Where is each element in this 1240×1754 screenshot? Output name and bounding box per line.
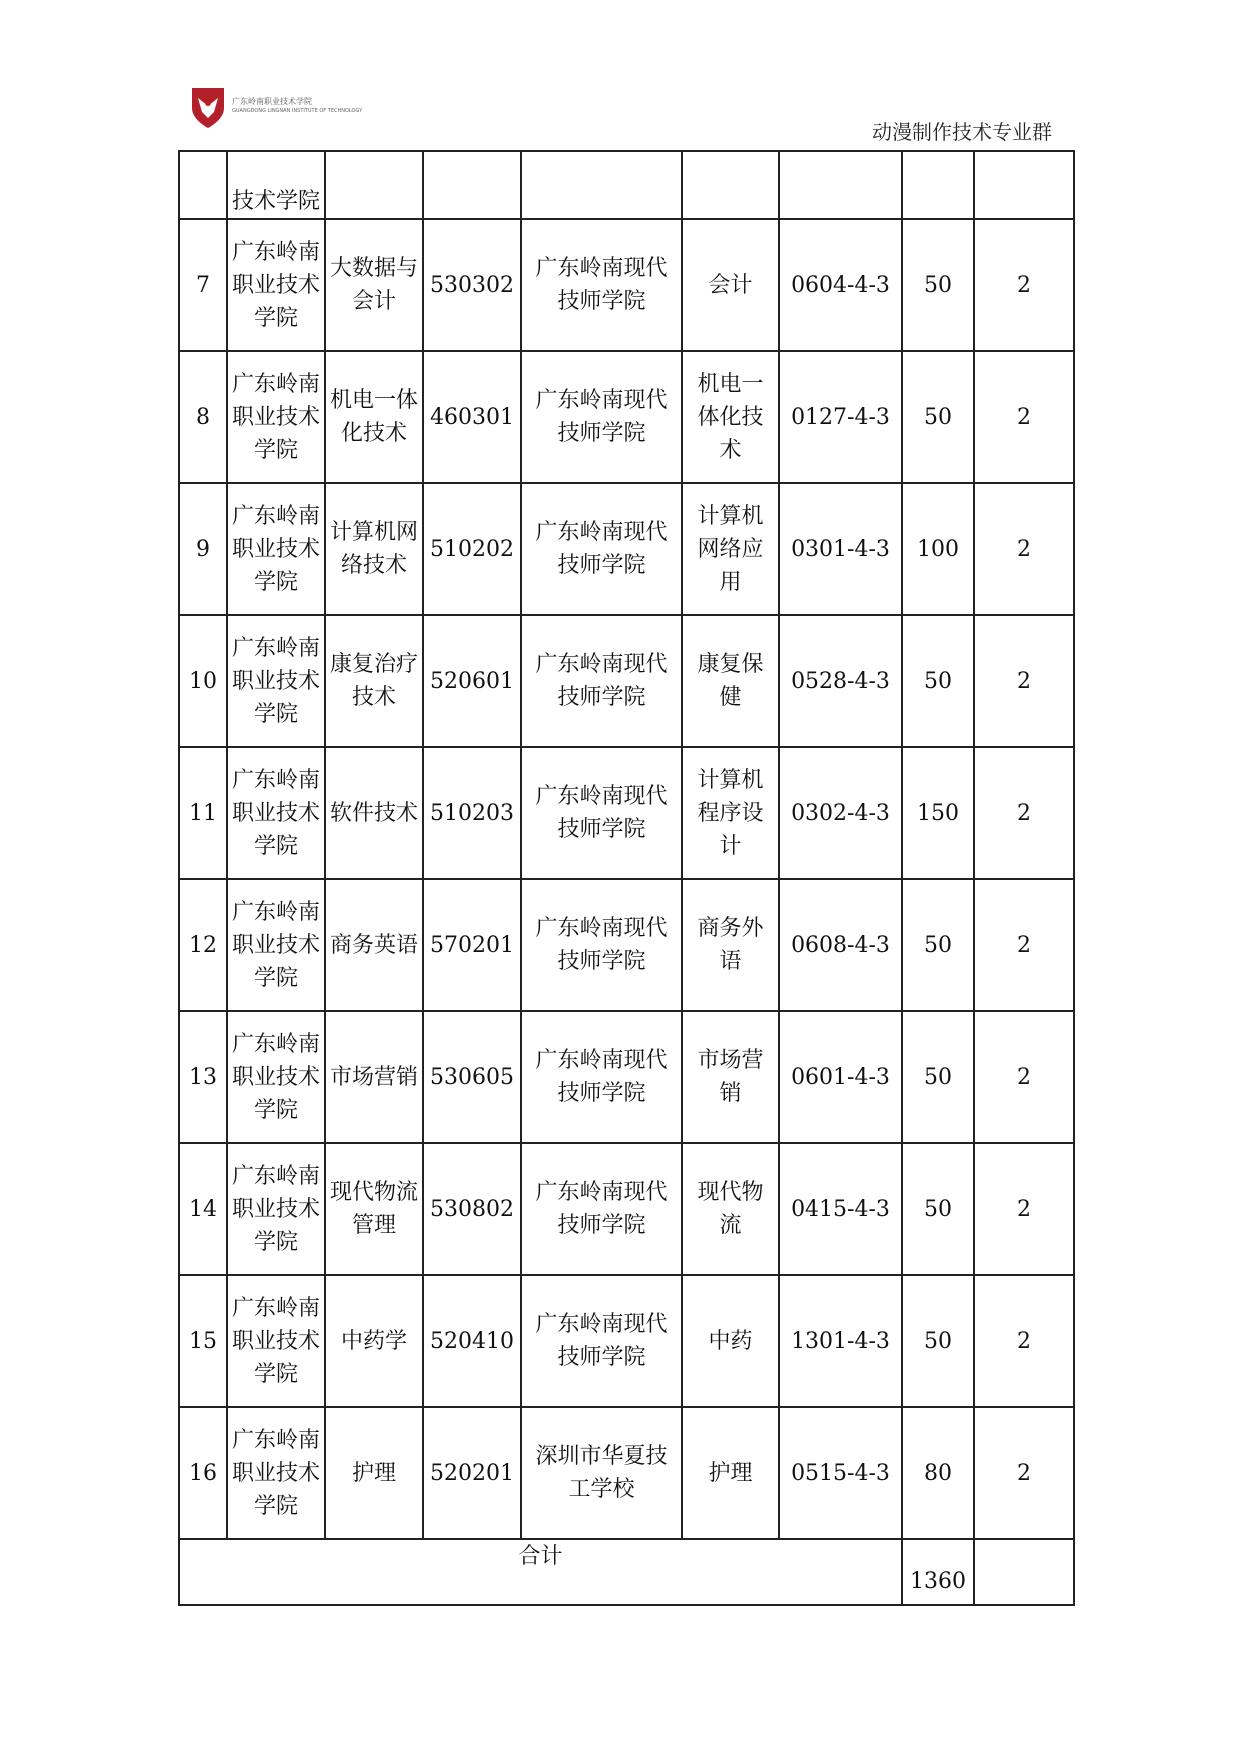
table-row [179, 879, 1074, 1011]
cell-partner-code [779, 151, 902, 219]
cell-school: 广东岭南职业技术学院 [227, 1275, 325, 1407]
cell-quota: 50 [902, 1011, 974, 1143]
page-header-title: 动漫制作技术专业群 [872, 120, 1052, 144]
cell-partner-code: 0528-4-3 [779, 615, 902, 747]
cell-major: 市场营销 [325, 1011, 423, 1143]
cell-partner-code: 0601-4-3 [779, 1011, 902, 1143]
cell-code: 530802 [423, 1143, 521, 1275]
cell-school: 广东岭南职业技术学院 [227, 351, 325, 483]
cell-no [179, 151, 227, 219]
cell-code: 460301 [423, 351, 521, 483]
cell-school: 广东岭南职业技术学院 [227, 747, 325, 879]
cell-quota: 80 [902, 1407, 974, 1539]
cell-school: 广东岭南职业技术学院 [227, 483, 325, 615]
enrollment-table [178, 150, 1075, 1606]
cell-partner-major: 机电一体化技术 [682, 351, 779, 483]
cell-partner-code: 0302-4-3 [779, 747, 902, 879]
cell-major: 康复治疗技术 [325, 615, 423, 747]
cell-partner-major: 会计 [682, 219, 779, 351]
cell-years: 2 [974, 615, 1074, 747]
total-value: 1360 [902, 1539, 974, 1605]
cell-code: 520201 [423, 1407, 521, 1539]
cell-years: 2 [974, 483, 1074, 615]
cell-partner-major: 现代物流 [682, 1143, 779, 1275]
cell-years: 2 [974, 1407, 1074, 1539]
table-row [179, 1011, 1074, 1143]
cell-no: 11 [179, 747, 227, 879]
cell-quota: 50 [902, 1275, 974, 1407]
cell-partner-code: 0604-4-3 [779, 219, 902, 351]
cell-no: 14 [179, 1143, 227, 1275]
cell-years: 2 [974, 1275, 1074, 1407]
cell-code: 530605 [423, 1011, 521, 1143]
cell-partner: 广东岭南现代技师学院 [521, 1011, 682, 1143]
cell-quota: 50 [902, 351, 974, 483]
cell-code: 520410 [423, 1275, 521, 1407]
cell-code: 570201 [423, 879, 521, 1011]
cell-partner-major: 护理 [682, 1407, 779, 1539]
cell-partner-major: 市场营销 [682, 1011, 779, 1143]
cell-school: 广东岭南职业技术学院 [227, 879, 325, 1011]
table-row [179, 747, 1074, 879]
table-row [179, 219, 1074, 351]
college-emblem-icon [190, 86, 226, 130]
cell-partner-major: 计算机程序设计 [682, 747, 779, 879]
cell-quota: 150 [902, 747, 974, 879]
cell-years: 2 [974, 219, 1074, 351]
cell-partner-major [682, 151, 779, 219]
cell-major: 中药学 [325, 1275, 423, 1407]
cell-partner: 广东岭南现代技师学院 [521, 747, 682, 879]
cell-partner: 广东岭南现代技师学院 [521, 351, 682, 483]
cell-code: 520601 [423, 615, 521, 747]
total-empty-cell [974, 1539, 1074, 1605]
cell-code: 530302 [423, 219, 521, 351]
cell-partner: 广东岭南现代技师学院 [521, 879, 682, 1011]
cell-major: 商务英语 [325, 879, 423, 1011]
cell-quota: 50 [902, 879, 974, 1011]
logo-text-en: GUANGDONG LINGNAN INSTITUTE OF TECHNOLOGY [232, 108, 363, 114]
cell-partner: 广东岭南现代技师学院 [521, 1275, 682, 1407]
table-row [179, 483, 1074, 615]
cell-quota: 50 [902, 219, 974, 351]
cell-no: 16 [179, 1407, 227, 1539]
cell-school: 广东岭南职业技术学院 [227, 219, 325, 351]
table-row [179, 615, 1074, 747]
cell-partner-major: 康复保健 [682, 615, 779, 747]
cell-partner-code: 0127-4-3 [779, 351, 902, 483]
cell-years: 2 [974, 1011, 1074, 1143]
college-logo [190, 86, 363, 136]
cell-partner: 广东岭南现代技师学院 [521, 615, 682, 747]
cell-no: 12 [179, 879, 227, 1011]
table-row [179, 1407, 1074, 1539]
cell-no: 9 [179, 483, 227, 615]
cell-school: 广东岭南职业技术学院 [227, 1143, 325, 1275]
table-row [179, 1275, 1074, 1407]
cell-partner-code: 0515-4-3 [779, 1407, 902, 1539]
cell-major: 机电一体化技术 [325, 351, 423, 483]
logo-text-cn: 广东岭南职业技术学院 [232, 97, 312, 106]
cell-partner-code: 0301-4-3 [779, 483, 902, 615]
table-row [179, 351, 1074, 483]
cell-no: 13 [179, 1011, 227, 1143]
cell-code: 510202 [423, 483, 521, 615]
table-row-continuation [179, 151, 1074, 219]
cell-school: 广东岭南职业技术学院 [227, 615, 325, 747]
table-row [179, 1143, 1074, 1275]
cell-major: 计算机网络技术 [325, 483, 423, 615]
cell-major: 现代物流管理 [325, 1143, 423, 1275]
cell-school: 广东岭南职业技术学院 [227, 1407, 325, 1539]
cell-partner-code: 0415-4-3 [779, 1143, 902, 1275]
cell-major: 软件技术 [325, 747, 423, 879]
cell-partner-code: 0608-4-3 [779, 879, 902, 1011]
cell-years: 2 [974, 351, 1074, 483]
cell-no: 15 [179, 1275, 227, 1407]
cell-partner: 广东岭南现代技师学院 [521, 219, 682, 351]
cell-partner-major: 商务外语 [682, 879, 779, 1011]
cell-no: 10 [179, 615, 227, 747]
cell-partner [521, 151, 682, 219]
cell-major [325, 151, 423, 219]
cell-partner: 广东岭南现代技师学院 [521, 483, 682, 615]
cell-years [974, 151, 1074, 219]
cell-major: 大数据与会计 [325, 219, 423, 351]
cell-quota [902, 151, 974, 219]
cell-years: 2 [974, 747, 1074, 879]
cell-partner-major: 中药 [682, 1275, 779, 1407]
table-total-row [179, 1539, 1074, 1605]
total-label: 合计 [179, 1539, 902, 1605]
cell-years: 2 [974, 879, 1074, 1011]
cell-code: 510203 [423, 747, 521, 879]
cell-code [423, 151, 521, 219]
cell-partner: 深圳市华夏技工学校 [521, 1407, 682, 1539]
cell-partner-major: 计算机网络应用 [682, 483, 779, 615]
cell-quota: 50 [902, 615, 974, 747]
cell-quota: 100 [902, 483, 974, 615]
cell-no: 8 [179, 351, 227, 483]
cell-no: 7 [179, 219, 227, 351]
cell-quota: 50 [902, 1143, 974, 1275]
cell-partner: 广东岭南现代技师学院 [521, 1143, 682, 1275]
cell-years: 2 [974, 1143, 1074, 1275]
cell-partner-code: 1301-4-3 [779, 1275, 902, 1407]
cell-school: 广东岭南职业技术学院 [227, 1011, 325, 1143]
cell-major: 护理 [325, 1407, 423, 1539]
cell-school: 技术学院 [227, 151, 325, 219]
